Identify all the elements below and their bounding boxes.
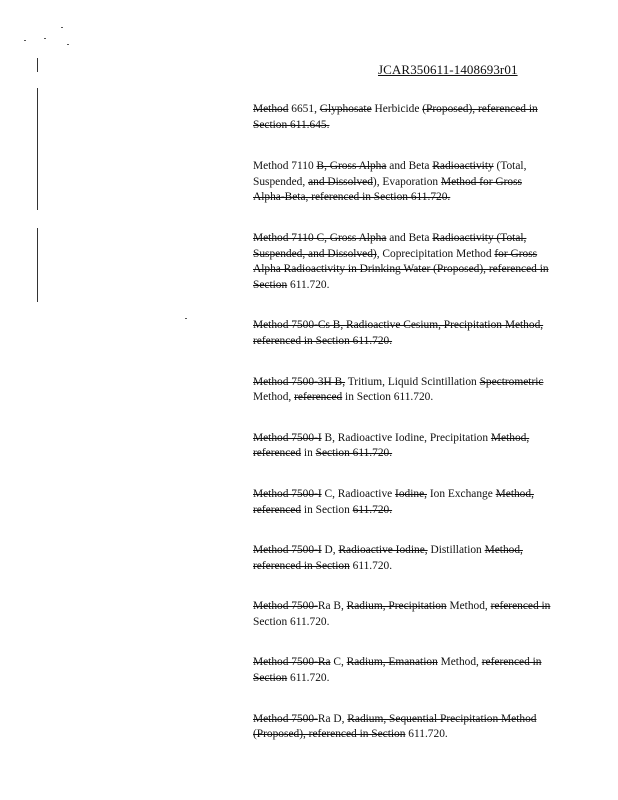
margin-change-bar [37,88,38,210]
method-entry: Method 7110 C, Gross Alpha and Beta Radioactivity (Total, Suspended, and Dissolved), Coprecipitation Method for Gross Alpha Radioactivity in Drinking Water (Proposed), referenced in Section 611.720. [253,231,549,291]
method-list [253,102,553,743]
scan-speck [24,40,26,41]
method-entry: Method 7500-Cs B, Radioactive Cesium, Precipitation Method, referenced in Section 611.720. [253,319,544,347]
method-entry: Method 7500-Ra B, Radium, Precipitation Method, referenced in Section 611.720. [253,600,551,628]
margin-change-bar [37,58,38,72]
scan-speck [44,38,46,39]
scan-speck [61,27,63,28]
method-entry: Method 7500-I B, Radioactive Iodine, Precipitation Method, referenced in Section 611.720. [253,431,530,460]
scan-speck [67,44,69,45]
document-id: JCAR350611-1408693r01 [378,62,518,77]
method-entry: Method 6651, Glyphosate Herbicide (Proposed), referenced in Section 611.645. [253,103,538,131]
method-entry: Method 7500-Ra D, Radium, Sequential Precipitation Method (Proposed), referenced in Section 611.720. [253,712,537,741]
method-entry: Method 7500-Ra C, Radium, Emanation Method, referenced in Section 611.720. [253,656,542,685]
margin-change-bar [37,228,38,302]
method-entry: Method 7500-I C, Radioactive Iodine, Ion Exchange Method, referenced in Section 611.720. [253,487,534,516]
scan-speck [185,318,187,319]
method-entry: Method 7110 B, Gross Alpha and Beta Radioactivity (Total, Suspended, and Dissolved), Evaporation Method for Gross Alpha-Beta, referenced in Section 611.720. [253,160,527,204]
method-entry: Method 7500-3H B, Tritium, Liquid Scintillation Spectrometric Method, referenced in Section 611.720. [253,375,544,404]
method-entry: Method 7500-I D, Radioactive Iodine, Distillation Method, referenced in Section 611.720. [253,544,523,572]
